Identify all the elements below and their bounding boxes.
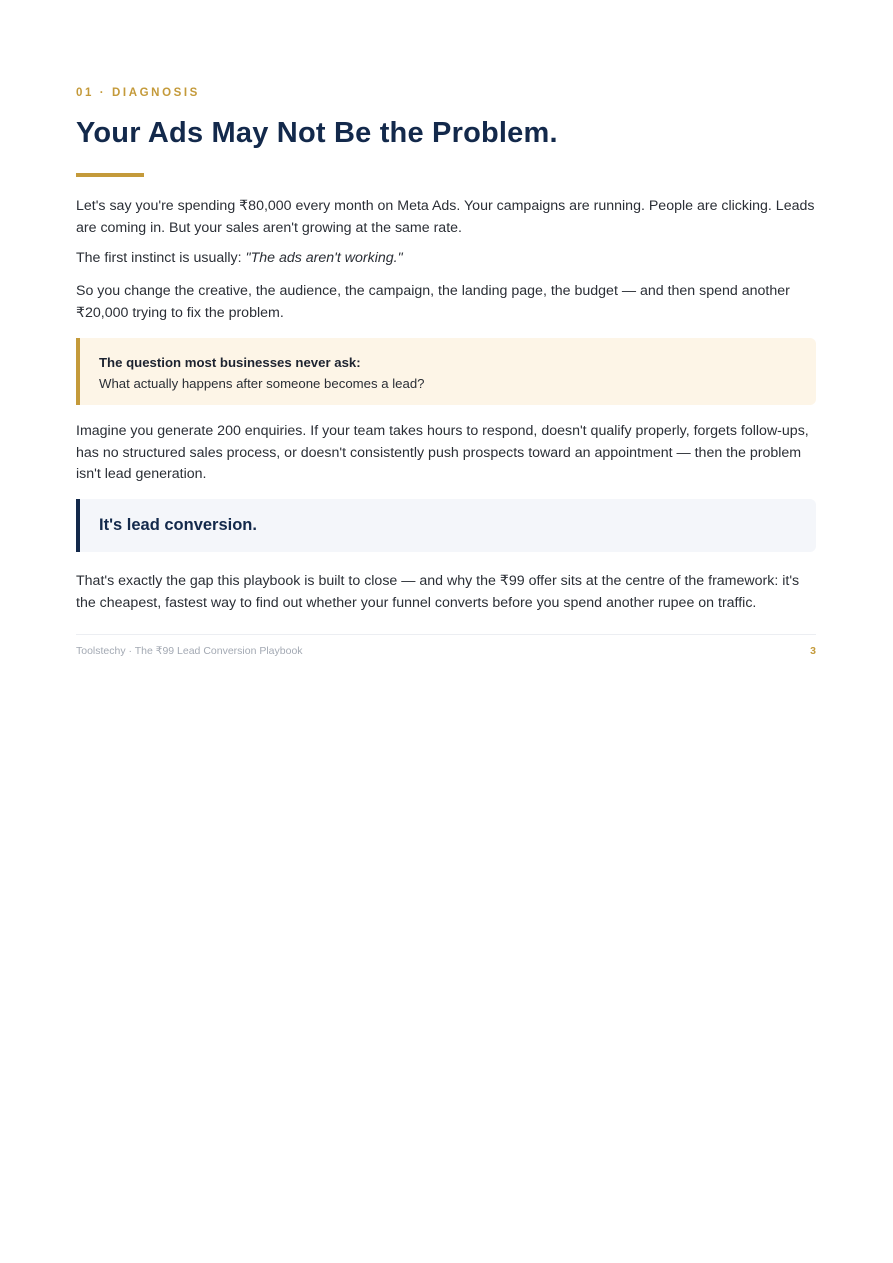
paragraph-2-quote: "The ads aren't working." xyxy=(245,250,403,266)
question-callout-title: The question most businesses never ask: xyxy=(99,355,361,370)
paragraph-2-lead: The first instinct is usually: xyxy=(76,250,246,266)
answer-callout xyxy=(76,499,816,552)
footer-page-number: 3 xyxy=(810,645,816,657)
footer-divider xyxy=(76,634,816,635)
question-callout-body: What actually happens after someone becomes a lead? xyxy=(99,376,425,391)
question-callout xyxy=(76,338,816,405)
body-paragraph-5: That's exactly the gap this playbook is built to close — and why the ₹99 offer sits at the centre of the framework: it's the cheapest, fastest way to find out whether your funnel converts before you spend another rupee on traffic. xyxy=(76,573,800,611)
footer-document-title: Toolstechy · The ₹99 Lead Conversion Playbook xyxy=(76,645,303,657)
title-underline xyxy=(76,173,144,177)
answer-callout-text: It's lead conversion. xyxy=(99,516,257,534)
page-title: Your Ads May Not Be the Problem. xyxy=(76,117,558,149)
body-paragraph-4: Imagine you generate 200 enquiries. If your team takes hours to respond, doesn't qualify properly, forgets follow-ups, has no structured sales process, or doesn't consistently push prospects toward an appointment — then the problem isn't lead generation. xyxy=(76,423,809,482)
section-eyebrow: 01 · DIAGNOSIS xyxy=(76,87,200,99)
body-paragraph-2 xyxy=(76,248,816,270)
body-paragraph-1: Let's say you're spending ₹80,000 every month on Meta Ads. Your campaigns are running. People are clicking. Leads are coming in. But your sales aren't growing at the same rate. xyxy=(76,198,815,236)
body-paragraph-3: So you change the creative, the audience, the campaign, the landing page, the budget — and then spend another ₹20,000 trying to fix the problem. xyxy=(76,283,790,321)
